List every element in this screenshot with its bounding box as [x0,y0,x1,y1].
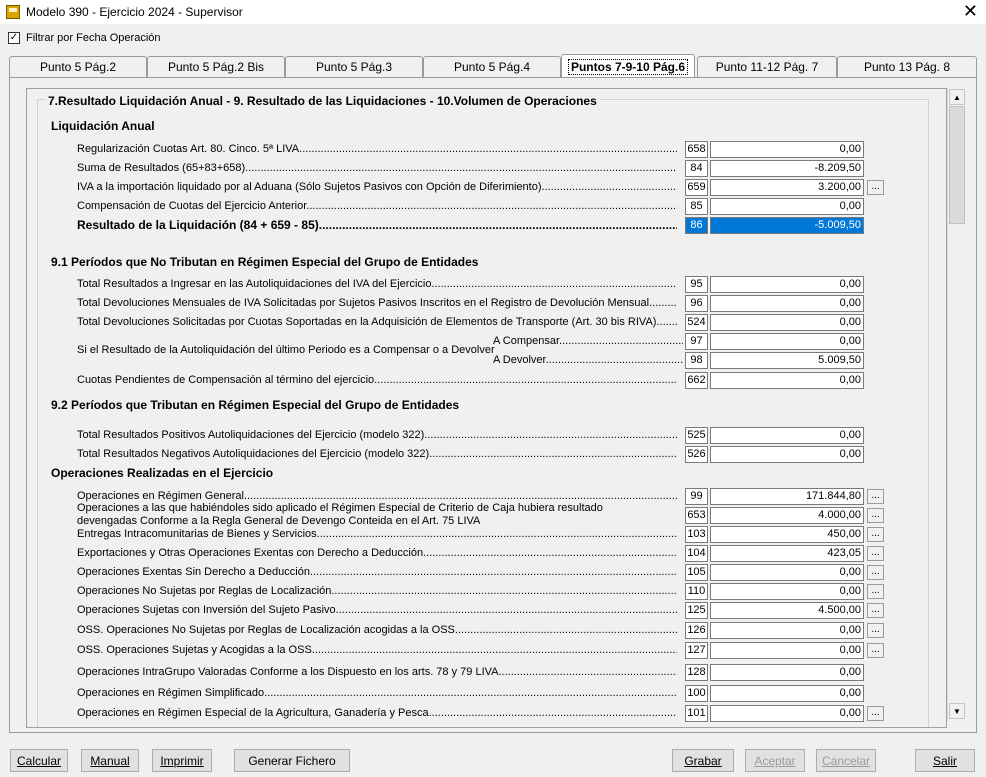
box-code: 99 [685,488,708,505]
value-field[interactable]: 0,00 [710,372,864,389]
value-field[interactable]: 0,00 [710,622,864,639]
value-field[interactable]: 0,00 [710,705,864,722]
box-code: 104 [685,545,708,562]
manual-button[interactable] [81,749,139,772]
box-code: 524 [685,314,708,331]
box-code: 659 [685,179,708,196]
section-operaciones: Operaciones Realizadas en el Ejercicio [51,466,274,480]
row-125 [77,602,897,619]
row-84 [77,160,897,177]
scroll-thumb[interactable] [949,106,965,224]
row-103 [77,526,897,543]
row-98 [77,352,897,369]
button-label: Aceptar [754,753,796,768]
row-526 [77,446,897,463]
box-code: 525 [685,427,708,444]
row-label: Total Resultados a Ingresar en las Autoliquidaciones del IVA del Ejercicio ..... [77,278,677,292]
detail-button[interactable]: ... [867,565,884,580]
row-label: Suma de Resultados (65+83+658) ..... [77,162,677,176]
row-127 [77,642,897,659]
value-field[interactable]: 0,00 [710,664,864,681]
row-105 [77,564,897,581]
value-field[interactable]: 5.009,50 [710,352,864,369]
title-bar [0,0,986,24]
row-label: Operaciones IntraGrupo Valoradas Conforme a los Dispuesto en los arts. 78 y 79 LIVA ..... [77,666,677,680]
row-label: Compensación de Cuotas del Ejercicio Anterior ..... [77,200,677,214]
value-field[interactable]: 0,00 [710,333,864,350]
value-field[interactable]: 0,00 [710,198,864,215]
section-no-tributan: 9.1 Períodos que No Tributan en Régimen Especial del Grupo de Entidades [51,255,479,269]
value-field[interactable]: 171.844,80 [710,488,864,505]
detail-button[interactable]: ... [867,546,884,561]
imprimir-button[interactable] [152,749,212,772]
row-126 [77,622,897,639]
row-label: OSS. Operaciones No Sujetas por Reglas de Localización acogidas a la OSS ..... [77,624,677,638]
value-field[interactable]: 423,05 [710,545,864,562]
scroll-area [26,88,947,728]
section-tributan: 9.2 Períodos que Tributan en Régimen Especial del Grupo de Entidades [51,398,460,412]
row-95 [77,276,897,293]
calcular-button[interactable] [10,749,68,772]
detail-button[interactable]: ... [867,527,884,542]
button-label: Salir [932,753,957,768]
detail-button[interactable]: ... [867,623,884,638]
box-code: 127 [685,642,708,659]
app-icon [6,5,20,19]
detail-button[interactable]: ... [867,508,884,523]
value-field[interactable]: -5.009,50 [710,217,864,234]
box-code: 126 [685,622,708,639]
detail-button[interactable]: ... [867,706,884,721]
row-label: A Devolver ..... [493,354,683,368]
scroll-down-icon[interactable]: ▼ [949,703,965,719]
box-code: 103 [685,526,708,543]
detail-button[interactable]: ... [867,180,884,195]
value-field[interactable]: 0,00 [710,141,864,158]
row-86 [77,217,897,234]
box-code: 97 [685,333,708,350]
row-label: Operaciones No Sujetas por Reglas de Localización ..... [77,585,677,599]
button-label: Calcular [16,753,61,768]
tab-puntos-7-9-10[interactable] [561,54,695,78]
row-label: Operaciones Exentas Sin Derecho a Deducción ..... [77,566,677,580]
box-code: 84 [685,160,708,177]
aceptar-button[interactable] [745,749,805,772]
close-button[interactable]: ✕ [962,1,978,21]
tab-punto5-pag3[interactable] [285,56,423,77]
value-field[interactable]: 0,00 [710,295,864,312]
row-label: IVA a la importación liquidado por al Aduana (Sólo Sujetos Pasivos con Opción de Diferimiento) ..... [77,181,677,195]
row-label: Resultado de la Liquidación (84 + 659 - 85) ..... [77,218,677,232]
row-110 [77,583,897,600]
tab-punto11-12[interactable] [697,56,837,77]
detail-button[interactable]: ... [867,584,884,599]
button-label: Grabar [684,753,722,768]
row-label: A Compensar ..... [493,335,683,349]
tab-punto5-pag4[interactable] [423,56,561,77]
box-code: 526 [685,446,708,463]
window-title: Modelo 390 - Ejercicio 2024 - Supervisor [26,5,243,19]
filter-label: Filtrar por Fecha Operación [26,32,161,44]
value-field[interactable]: 0,00 [710,564,864,581]
box-code: 98 [685,352,708,369]
tab-label: Punto 5 Pág.2 [39,60,117,74]
row-label: Regularización Cuotas Art. 80. Cinco. 5ª LIVA ..... [77,143,677,157]
value-field[interactable]: 450,00 [710,526,864,543]
row-label: Total Devoluciones Solicitadas por Cuotas Soportadas en la Adquisición de Elementos de Transporte (Art. 30 bis RIVA) ..... [77,316,677,330]
row-label: Operaciones en Régimen General ..... [77,490,677,504]
tab-label: Puntos 7-9-10 Pág.6 [568,59,688,75]
row-97 [77,333,897,356]
box-code: 105 [685,564,708,581]
button-label: Cancelar [821,753,871,768]
row-653 [77,502,897,527]
tab-punto5-pag2-bis[interactable] [147,56,285,77]
tab-label: Punto 5 Pág.2 Bis [167,60,265,74]
button-label: Imprimir [160,753,204,768]
box-code: 110 [685,583,708,600]
value-field[interactable]: -8.209,50 [710,160,864,177]
generar-fichero-button[interactable] [234,749,350,772]
salir-button[interactable] [915,749,975,772]
row-label: Exportaciones y Otras Operaciones Exentas con Derecho a Deducción ..... [77,547,677,561]
detail-button[interactable]: ... [867,603,884,618]
tab-label: Punto 11-12 Pág. 7 [715,60,819,74]
box-code: 101 [685,705,708,722]
row-label: Operaciones en Régimen Simplificado ..... [77,687,677,701]
tab-label: Punto 13 Pág. 8 [863,60,951,74]
ultimo-periodo-label: Si el Resultado de la Autoliquidación del último Periodo es a Compensar o a Devolver [77,344,495,356]
row-label: Operaciones Sujetas con Inversión del Sujeto Pasivo ..... [77,604,677,618]
row-label: Entregas Intracomunitarias de Bienes y Servicios ..... [77,528,677,542]
scroll-up-icon[interactable]: ▲ [949,89,965,105]
group-title: 7.Resultado Liquidación Anual - 9. Resultado de las Liquidaciones - 10.Volumen de Operaciones [45,94,600,108]
filter-row [8,32,161,44]
button-label: Manual [90,753,130,768]
value-field[interactable]: 0,00 [710,276,864,293]
row-128 [77,664,897,681]
cancelar-button[interactable] [816,749,876,772]
row-label: Total Resultados Negativos Autoliquidaciones del Ejercicio (modelo 322) ..... [77,448,677,462]
vertical-scrollbar[interactable] [947,88,965,720]
box-code: 85 [685,198,708,215]
row-85 [77,198,897,215]
row-label: Total Devoluciones Mensuales de IVA Solicitadas por Sujetos Pasivos Inscritos en el Registro de Devolución Mensual ..... [77,297,677,311]
value-field[interactable]: 0,00 [710,642,864,659]
row-label: Operaciones en Régimen Especial de la Agricultura, Ganadería y Pesca ..... [77,707,677,721]
value-field[interactable]: 0,00 [710,583,864,600]
value-field[interactable]: 0,00 [710,427,864,444]
row-658 [77,141,897,158]
value-field[interactable]: 4.000,00 [710,507,864,524]
value-field[interactable]: 3.200,00 [710,179,864,196]
button-label: Generar Fichero [248,753,336,768]
box-code: 125 [685,602,708,619]
box-code: 95 [685,276,708,293]
filter-checkbox[interactable]: ✓ [9,32,19,43]
detail-button[interactable]: ... [867,643,884,658]
tab-panel [9,77,977,733]
tab-punto13[interactable] [837,56,977,77]
row-659 [77,179,897,196]
box-code: 128 [685,664,708,681]
row-524 [77,314,897,331]
tab-label: Punto 5 Pág.4 [453,60,531,74]
value-field[interactable]: 4.500,00 [710,602,864,619]
value-field[interactable]: 0,00 [710,314,864,331]
row-label: OSS. Operaciones Sujetas y Acogidas a la OSS ..... [77,644,677,658]
box-code: 662 [685,372,708,389]
box-code: 100 [685,685,708,702]
tab-label: Punto 5 Pág.3 [315,60,393,74]
box-code: 658 [685,141,708,158]
row-525 [77,427,897,444]
value-field[interactable]: 0,00 [710,446,864,463]
box-code: 96 [685,295,708,312]
section-liquidacion-anual: Liquidación Anual [51,119,155,133]
row-96 [77,295,897,312]
box-code: 653 [685,507,708,524]
tab-punto5-pag2[interactable] [9,56,147,77]
row-662 [77,372,897,389]
grabar-button[interactable] [672,749,734,772]
detail-button[interactable]: ... [867,489,884,504]
row-101 [77,705,897,722]
row-100 [77,685,897,702]
row-104 [77,545,897,562]
value-field[interactable]: 0,00 [710,685,864,702]
box-code: 86 [685,217,708,234]
row-label: Cuotas Pendientes de Compensación al término del ejercicio ..... [77,374,677,388]
row-label: Operaciones a las que habiéndoles sido aplicado el Régimen Especial de Criterio de Caja hubiera resultado devengadas Conforme a la Regla General de Devengo Conteida en el Art. 75 LIVA [77,502,603,527]
row-label: Total Resultados Positivos Autoliquidaciones del Ejercicio (modelo 322) ..... [77,429,677,443]
tab-strip [9,56,977,78]
